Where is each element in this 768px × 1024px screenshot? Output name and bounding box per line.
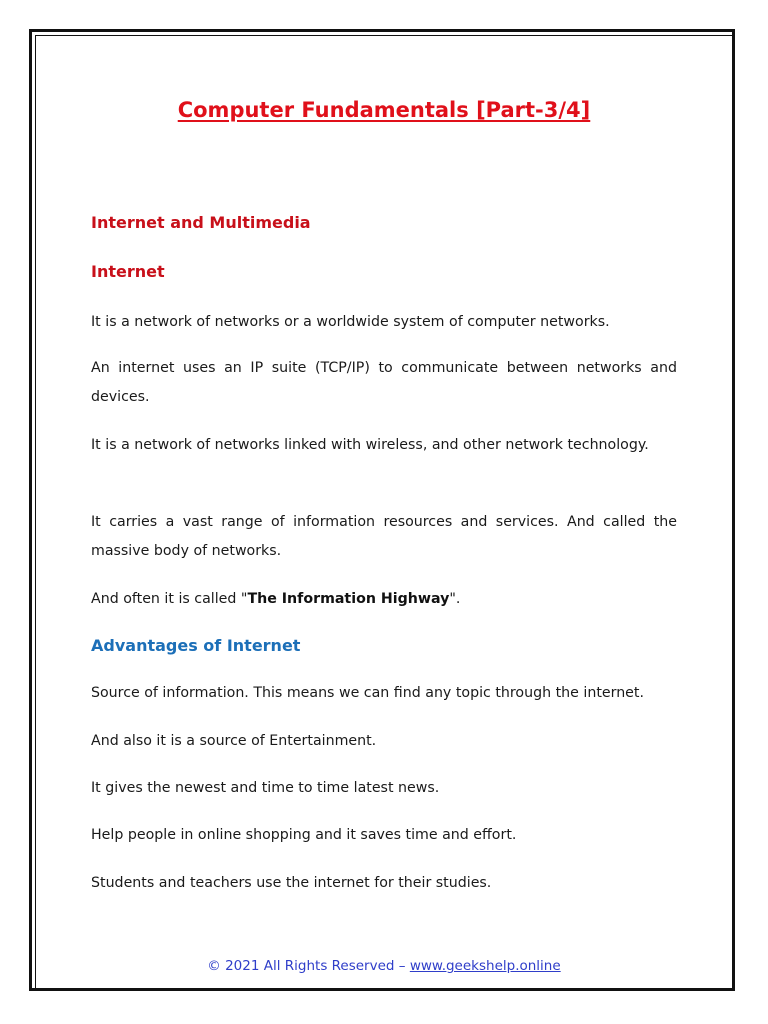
paragraph-2: An internet uses an IP suite (TCP/IP) to communicate between networks and devices. xyxy=(91,360,677,405)
footer xyxy=(0,958,768,974)
highway-prefix: And often it is called " xyxy=(91,591,248,607)
advantage-5: Students and teachers use the internet for their studies. xyxy=(91,875,492,891)
advantage-2: And also it is a source of Entertainment. xyxy=(91,733,377,749)
footer-copyright: © 2021 All Rights Reserved – xyxy=(207,958,410,974)
advantage-4: Help people in online shopping and it saves time and effort. xyxy=(91,827,517,843)
footer-link[interactable]: www.geekshelp.online xyxy=(409,958,561,974)
paragraph-1: It is a network of networks or a worldwide system of computer networks. xyxy=(91,314,610,330)
paragraph-4: It carries a vast range of information resources and services. And called the massive body of networks. xyxy=(91,514,677,559)
highway-suffix: ". xyxy=(449,591,461,607)
paragraph-highway xyxy=(91,585,677,614)
internet-heading: Internet xyxy=(91,262,165,281)
paragraph-3: It is a network of networks linked with wireless, and other network technology. xyxy=(91,437,649,453)
page-title: Computer Fundamentals [Part-3/4] xyxy=(177,98,591,122)
highway-bold: The Information Highway xyxy=(247,591,450,607)
advantages-heading: Advantages of Internet xyxy=(91,636,301,655)
section-heading: Internet and Multimedia xyxy=(91,213,311,232)
advantage-1: Source of information. This means we can find any topic through the internet. xyxy=(91,685,644,701)
advantage-3: It gives the newest and time to time latest news. xyxy=(91,780,440,796)
